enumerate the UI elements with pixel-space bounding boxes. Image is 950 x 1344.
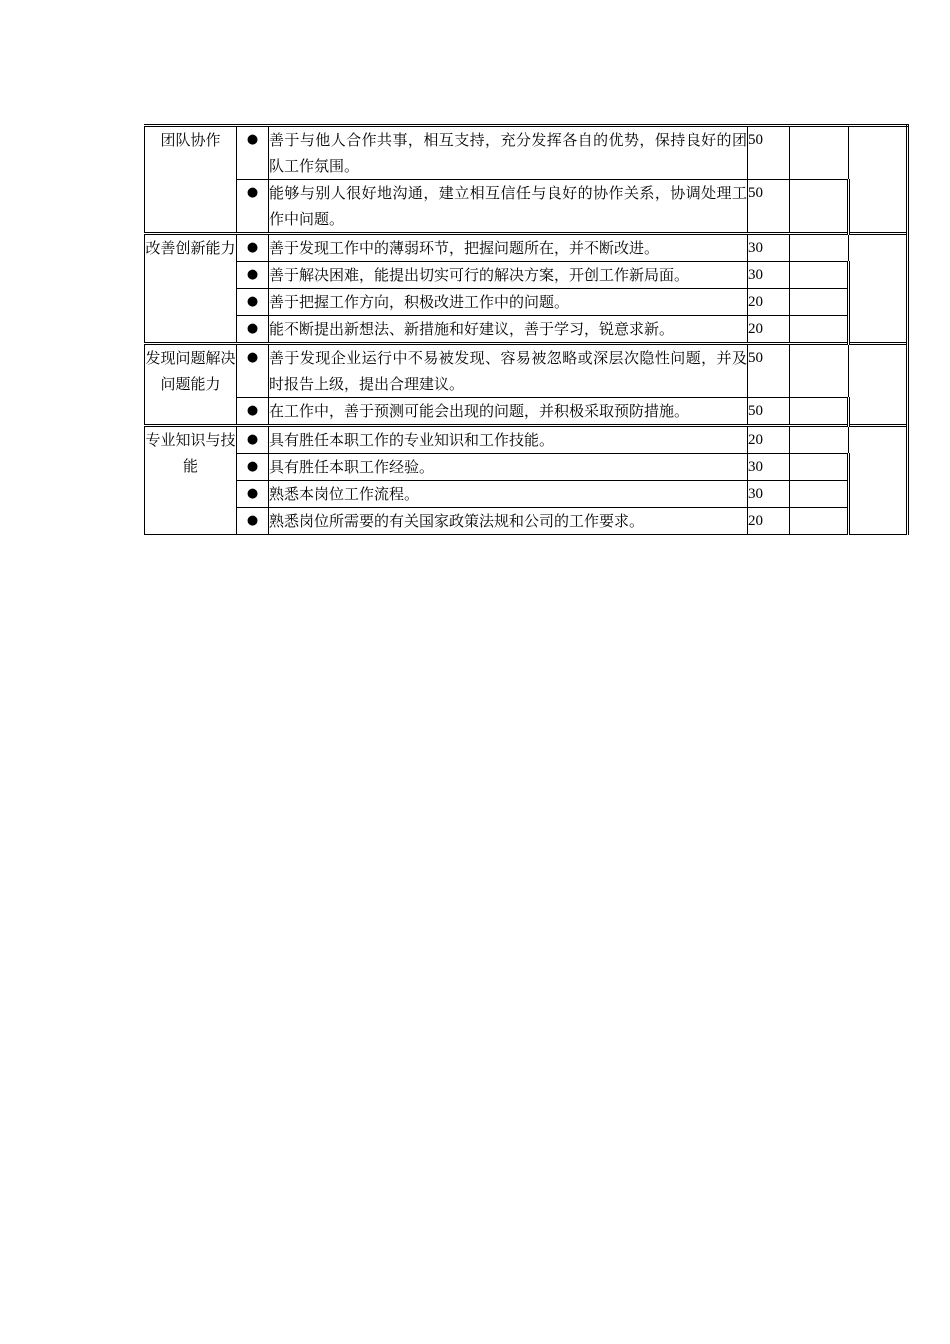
bullet-icon: ● <box>237 289 269 316</box>
criterion-row <box>145 316 908 344</box>
score-cell: 20 <box>748 426 790 454</box>
criterion-text: 在工作中，善于预测可能会出现的问题，并积极采取预防措施。 <box>269 398 748 426</box>
bullet-icon: ● <box>237 508 269 535</box>
rating-cell <box>790 481 849 508</box>
criterion-row <box>145 262 908 289</box>
criterion-row <box>145 454 908 481</box>
group-total-cell <box>849 426 908 535</box>
score-cell: 30 <box>748 481 790 508</box>
bullet-icon: ● <box>237 126 269 180</box>
bullet-icon: ● <box>237 180 269 234</box>
bullet-icon: ● <box>237 234 269 262</box>
criterion-text: 善于发现企业运行中不易被发现、容易被忽略或深层次隐性问题，并及时报告上级，提出合理建议。 <box>269 344 748 398</box>
bullet-icon: ● <box>237 481 269 508</box>
rating-cell <box>790 234 849 262</box>
evaluation-table <box>144 124 909 535</box>
criterion-text: 熟悉本岗位工作流程。 <box>269 481 748 508</box>
criterion-text: 能够与别人很好地沟通，建立相互信任与良好的协作关系，协调处理工作中问题。 <box>269 180 748 234</box>
bullet-icon: ● <box>237 262 269 289</box>
score-cell: 20 <box>748 289 790 316</box>
criterion-row <box>145 234 908 262</box>
criterion-row <box>145 481 908 508</box>
score-cell: 20 <box>748 316 790 344</box>
rating-cell <box>790 262 849 289</box>
score-cell: 20 <box>748 508 790 535</box>
evaluation-sheet <box>144 124 907 535</box>
criterion-row <box>145 126 908 180</box>
rating-cell <box>790 316 849 344</box>
bullet-icon: ● <box>237 344 269 398</box>
criterion-text: 能不断提出新想法、新措施和好建议，善于学习，锐意求新。 <box>269 316 748 344</box>
criterion-row <box>145 398 908 426</box>
score-cell: 50 <box>748 398 790 426</box>
rating-cell <box>790 180 849 234</box>
criterion-row <box>145 426 908 454</box>
criterion-row <box>145 344 908 398</box>
group-total-cell <box>849 126 908 234</box>
criterion-text: 具有胜任本职工作的专业知识和工作技能。 <box>269 426 748 454</box>
rating-cell <box>790 454 849 481</box>
score-cell: 50 <box>748 126 790 180</box>
rating-cell <box>790 126 849 180</box>
score-cell: 50 <box>748 344 790 398</box>
criterion-text: 善于与他人合作共事，相互支持，充分发挥各自的优势，保持良好的团队工作氛围。 <box>269 126 748 180</box>
group-total-cell <box>849 234 908 344</box>
rating-cell <box>790 426 849 454</box>
criterion-row <box>145 180 908 234</box>
group-total-cell <box>849 344 908 426</box>
rating-cell <box>790 398 849 426</box>
category-label: 专业知识与技能 <box>145 426 237 535</box>
criterion-text: 具有胜任本职工作经验。 <box>269 454 748 481</box>
criterion-text: 善于解决困难，能提出切实可行的解决方案，开创工作新局面。 <box>269 262 748 289</box>
score-cell: 30 <box>748 262 790 289</box>
rating-cell <box>790 508 849 535</box>
rating-cell <box>790 344 849 398</box>
score-cell: 50 <box>748 180 790 234</box>
bullet-icon: ● <box>237 426 269 454</box>
bullet-icon: ● <box>237 398 269 426</box>
criterion-row <box>145 289 908 316</box>
criterion-text: 善于发现工作中的薄弱环节，把握问题所在，并不断改进。 <box>269 234 748 262</box>
score-cell: 30 <box>748 454 790 481</box>
category-label: 发现问题解决问题能力 <box>145 344 237 426</box>
bullet-icon: ● <box>237 454 269 481</box>
evaluation-table-body <box>145 126 908 535</box>
bullet-icon: ● <box>237 316 269 344</box>
criterion-text: 熟悉岗位所需要的有关国家政策法规和公司的工作要求。 <box>269 508 748 535</box>
category-label: 改善创新能力 <box>145 234 237 344</box>
criterion-row <box>145 508 908 535</box>
criterion-text: 善于把握工作方向，积极改进工作中的问题。 <box>269 289 748 316</box>
rating-cell <box>790 289 849 316</box>
score-cell: 30 <box>748 234 790 262</box>
category-label: 团队协作 <box>145 126 237 234</box>
